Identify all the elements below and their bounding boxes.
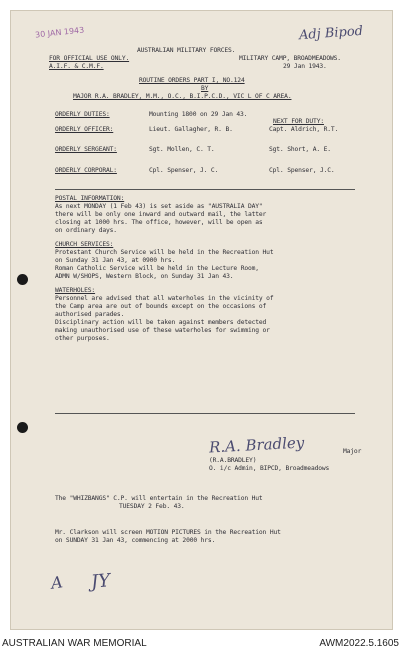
- location: MILITARY CAMP, BROADMEADOWS.: [239, 55, 341, 62]
- body-line: other purposes.: [55, 335, 110, 342]
- duty-current: Mounting 1800 on 29 Jan 43.: [149, 111, 248, 118]
- divider: [55, 413, 355, 414]
- handwritten-initials: JY: [90, 570, 111, 593]
- duty-label: ORDERLY DUTIES:: [55, 111, 110, 118]
- org-heading: AUSTRALIAN MILITARY FORCES.: [137, 47, 236, 54]
- signature: R.A. Bradley: [208, 433, 305, 457]
- body-line: Protestant Church Service will be held in the Recreation Hut: [55, 249, 274, 256]
- issue-date: 29 Jan 1943.: [283, 63, 327, 70]
- notice-line: TUESDAY 2 Feb. 43.: [119, 503, 185, 510]
- body-line: on ordinary days.: [55, 227, 117, 234]
- body-line: there will be only one inward and outward mail, the latter: [55, 211, 267, 218]
- section-heading: POSTAL INFORMATION:: [55, 195, 125, 202]
- signatory-role: O. i/c Admin, BIPCD, Broadmeadows: [209, 465, 330, 472]
- handwritten-note: Adj Bipod: [298, 23, 364, 44]
- orders-authority: MAJOR R.A. BRADLEY, M.M., O.C., B.I.P.C.D., VIC L OF C AREA.: [73, 93, 292, 100]
- next-for-duty-heading: NEXT FOR DUTY:: [273, 118, 324, 125]
- notice-line: Mr. Clarkson will screen MOTION PICTURES in the Recreation Hut: [55, 529, 281, 536]
- handwritten-initials: A: [49, 572, 64, 593]
- body-line: Roman Catholic Service will be held in the Lecture Room,: [55, 265, 259, 272]
- body-line: the Camp area are out of bounds except on the occasions of: [55, 303, 267, 310]
- body-line: closing at 1000 hrs. The office, however, will be open as: [55, 219, 263, 226]
- body-line: ADMN W/SHOPS, Western Block, on Sunday 31 Jan 43.: [55, 273, 234, 280]
- duty-label: ORDERLY OFFICER:: [55, 126, 114, 133]
- duty-next: Sgt. Short, A. E.: [269, 146, 331, 153]
- footer-source: AUSTRALIAN WAR MEMORIAL: [2, 638, 147, 649]
- signatory-rank: Major: [343, 448, 362, 455]
- orders-title: ROUTINE ORDERS PART I, NO.124: [139, 77, 245, 84]
- duty-label: ORDERLY SERGEANT:: [55, 146, 117, 153]
- document-page: [10, 10, 393, 630]
- duty-next: Capt. Aldrich, R.T.: [269, 126, 339, 133]
- duty-label: ORDERLY CORPORAL:: [55, 167, 117, 174]
- body-line: authorised parades.: [55, 311, 125, 318]
- duty-next: Cpl. Spenser, J.C.: [269, 167, 335, 174]
- punch-hole: [17, 274, 28, 285]
- notice-line: The "WHIZBANGS" C.P. will entertain in the Recreation Hut: [55, 495, 263, 502]
- duty-current: Cpl. Spenser, J. C.: [149, 167, 219, 174]
- divider: [55, 189, 355, 190]
- date-stamp: 30 JAN 1943: [34, 25, 85, 40]
- orders-by: BY: [201, 85, 209, 92]
- classification: FOR OFFICIAL USE ONLY.: [49, 55, 130, 62]
- section-heading: CHURCH SERVICES:: [55, 241, 114, 248]
- body-line: As next MONDAY (1 Feb 43) is set aside as "AUSTRALIA DAY": [55, 203, 263, 210]
- body-line: making unauthorised use of these waterholes for swimming or: [55, 327, 270, 334]
- body-line: Personnel are advised that all waterholes in the vicinity of: [55, 295, 274, 302]
- footer-accession: AWM2022.5.1605: [319, 638, 399, 649]
- notice-line: on SUNDAY 31 Jan 43, commencing at 2000 hrs.: [55, 537, 216, 544]
- duty-current: Sgt. Mollen, C. T.: [149, 146, 215, 153]
- body-line: Disciplinary action will be taken against members detected: [55, 319, 267, 326]
- force-designation: A.I.F. & C.M.F.: [49, 63, 104, 70]
- body-line: on Sunday 31 Jan 43, at 0900 hrs.: [55, 257, 176, 264]
- punch-hole: [17, 422, 28, 433]
- signatory-name: (R.A.BRADLEY): [209, 457, 257, 464]
- section-heading: WATERHOLES:: [55, 287, 96, 294]
- duty-current: Lieut. Gallagher, R. B.: [149, 126, 233, 133]
